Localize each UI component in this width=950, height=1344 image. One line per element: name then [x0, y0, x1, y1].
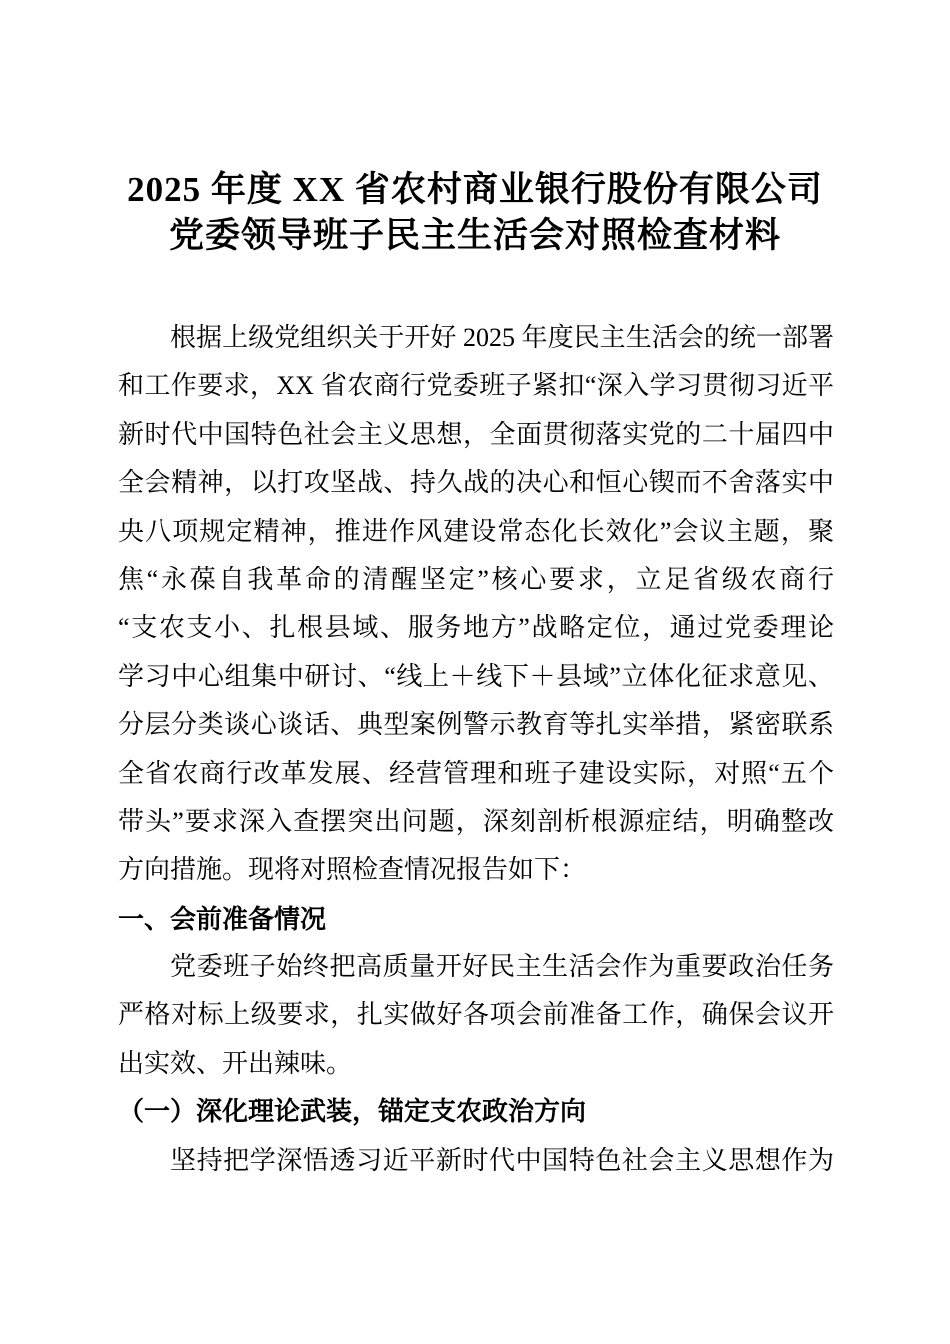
section-heading: 一、会前准备情况 — [118, 903, 327, 934]
body-line: 和工作要求，XX 省农商行党委班子紧扣“深入学习贯彻习近平 — [118, 371, 834, 401]
body-line: 分层分类谈心谈话、典型案例警示教育等扎实举措，紧密联系 — [118, 710, 834, 740]
body-line: 带头”要求深入查摆突出问题，深刻剖析根源症结，明确整改 — [118, 806, 834, 836]
body-line: 根据上级党组织关于开好 2025 年度民主生活会的统一部署 — [170, 323, 834, 352]
body-line: 严格对标上级要求，扎实做好各项会前准备工作，确保会议开 — [118, 1000, 834, 1030]
body-line: 全会精神，以打攻坚战、持久战的决心和恒心锲而不舍落实中 — [118, 468, 834, 498]
body-line: 出实效、开出辣味。 — [118, 1048, 353, 1078]
subsection-heading: （一）深化理论武装，锚定支农政治方向 — [118, 1097, 587, 1127]
body-line: 方向措施。现将对照检查情况报告如下： — [118, 855, 587, 885]
document-title — [0, 167, 950, 259]
body-line: 央八项规定精神，推进作风建设常态化长效化”会议主题，聚 — [118, 516, 834, 546]
body-line: 党委班子始终把高质量开好民主生活会作为重要政治任务 — [170, 952, 834, 982]
body-line: 焦“永葆自我革命的清醒坚定”核心要求，立足省级农商行 — [118, 564, 834, 594]
document-body — [118, 314, 834, 1185]
body-line: 坚持把学深悟透习近平新时代中国特色社会主义思想作为 — [170, 1145, 834, 1175]
body-line: 学习中心组集中研讨、“线上＋线下＋县域”立体化征求意见、 — [118, 661, 834, 691]
document-title-line-2: 党委领导班子民主生活会对照检查材料 — [168, 216, 781, 255]
body-line: 全省农商行改革发展、经营管理和班子建设实际，对照“五个 — [118, 758, 834, 788]
body-line: 新时代中国特色社会主义思想，全面贯彻落实党的二十届四中 — [118, 419, 834, 449]
document-title-line-1: 2025 年度 XX 省农村商业银行股份有限公司 — [127, 170, 823, 209]
body-line: “支农支小、扎根县域、服务地方”战略定位，通过党委理论 — [118, 613, 834, 643]
